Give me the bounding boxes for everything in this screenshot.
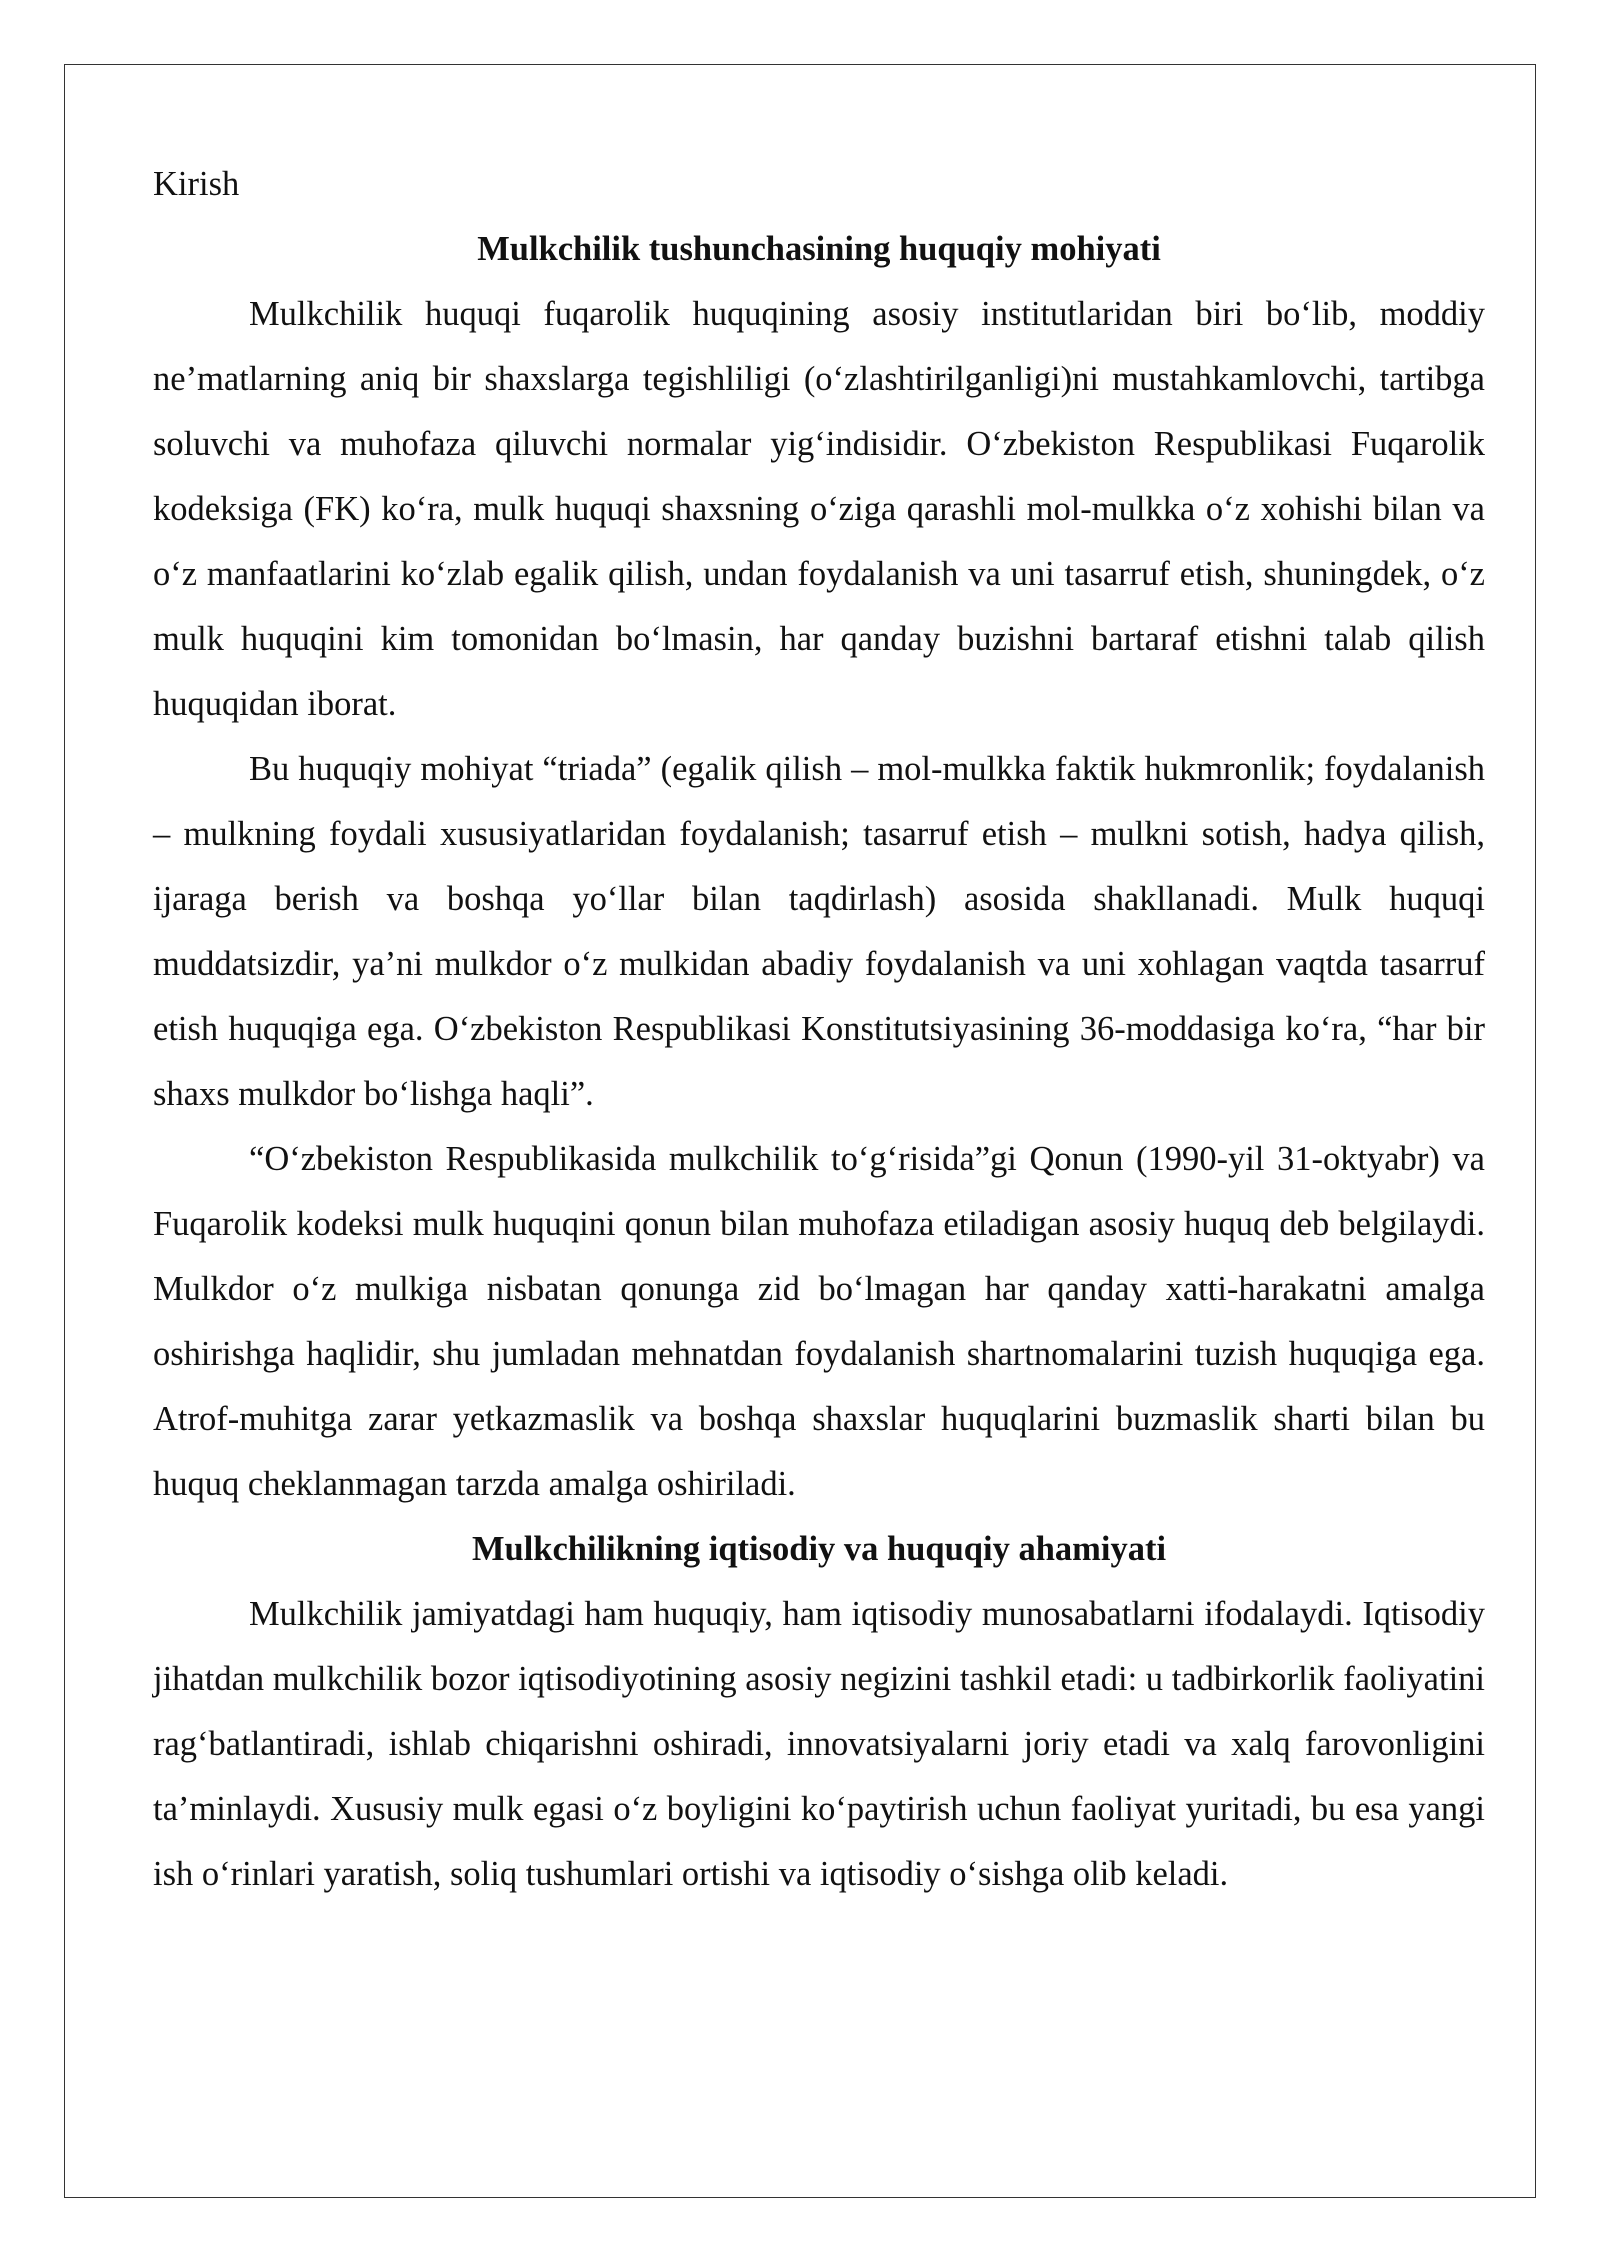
paragraph: “O‘zbekiston Respublikasida mulkchilik to‘g‘risida”gi Qonun (1990-yil 31-oktyabr) va Fuqarolik kodeksi mulk huquqini qonun bilan muhofaza etiladigan asosiy huquq deb belgilaydi. Mulkdor o‘z mulkiga nisbatan qonunga zid bo‘lmagan har qanday xatti-harakatni amalga oshirishga haqlidir, shu jumladan mehnatdan foydalanish shartnomalarini tuzish huquqiga ega. Atrof-muhitga zarar yetkazmaslik va boshqa shaxslar huquqlarini buzmaslik sharti bilan bu huquq cheklanmagan tarzda amalga oshiriladi. [153,1140,1485,1503]
document-body [153,152,1485,1907]
paragraph: Bu huquqiy mohiyat “triada” (egalik qilish – mol-mulkka faktik hukmronlik; foydalanish – mulkning foydali xususiyatlaridan foydalanish; tasarruf etish – mulkni sotish, hadya qilish, ijaraga berish va boshqa yo‘llar bilan taqdirlash) asosida shakllanadi. Mulk huquqi muddatsizdir, ya’ni mulkdor o‘z mulkidan abadiy foydalanish va uni xohlagan vaqtda tasarruf etish huquqiga ega. O‘zbekiston Respublikasi Konstitutsiyasining 36-moddasiga ko‘ra, “har bir shaxs mulkdor bo‘lishga haqli”. [153,750,1485,1113]
paragraph: Mulkchilik jamiyatdagi ham huquqiy, ham iqtisodiy munosabatlarni ifodalaydi. Iqtisodiy jihatdan mulkchilik bozor iqtisodiyotining asosiy negizini tashkil etadi: u tadbirkorlik faoliyatini rag‘batlantiradi, ishlab chiqarishni oshiradi, innovatsiyalarni joriy etadi va xalq farovonligini ta’minlaydi. Xususiy mulk egasi o‘z boyligini ko‘paytirish uchun faoliyat yuritadi, bu esa yangi ish o‘rinlari yaratish, soliq tushumlari ortishi va iqtisodiy o‘sishga olib keladi. [153,1595,1485,1893]
section-legal-essence [153,217,1485,1517]
section-economic-legal-importance [153,1517,1485,1907]
paragraph: Mulkchilik huquqi fuqarolik huquqining asosiy institutlaridan biri bo‘lib, moddiy ne’matlarning aniq bir shaxslarga tegishliligi (o‘zlashtirilganligi)ni mustahkamlovchi, tartibga soluvchi va muhofaza qiluvchi normalar yig‘indisidir. O‘zbekiston Respublikasi Fuqarolik kodeksiga (FK) ko‘ra, mulk huquqi shaxsning o‘ziga qarashli mol-mulkka o‘z xohishi bilan va o‘z manfaatlarini ko‘zlab egalik qilish, undan foydalanish va uni tasarruf etish, shuningdek, o‘z mulk huquqini kim tomonidan bo‘lmasin, har qanday buzishni bartaraf etishni talab qilish huquqidan iborat. [153,295,1485,723]
section-heading: Mulkchilikning iqtisodiy va huquqiy ahamiyati [471,1530,1167,1568]
section-heading: Mulkchilik tushunchasining huquqiy mohiyati [477,230,1161,268]
intro-label: Kirish [153,165,240,203]
